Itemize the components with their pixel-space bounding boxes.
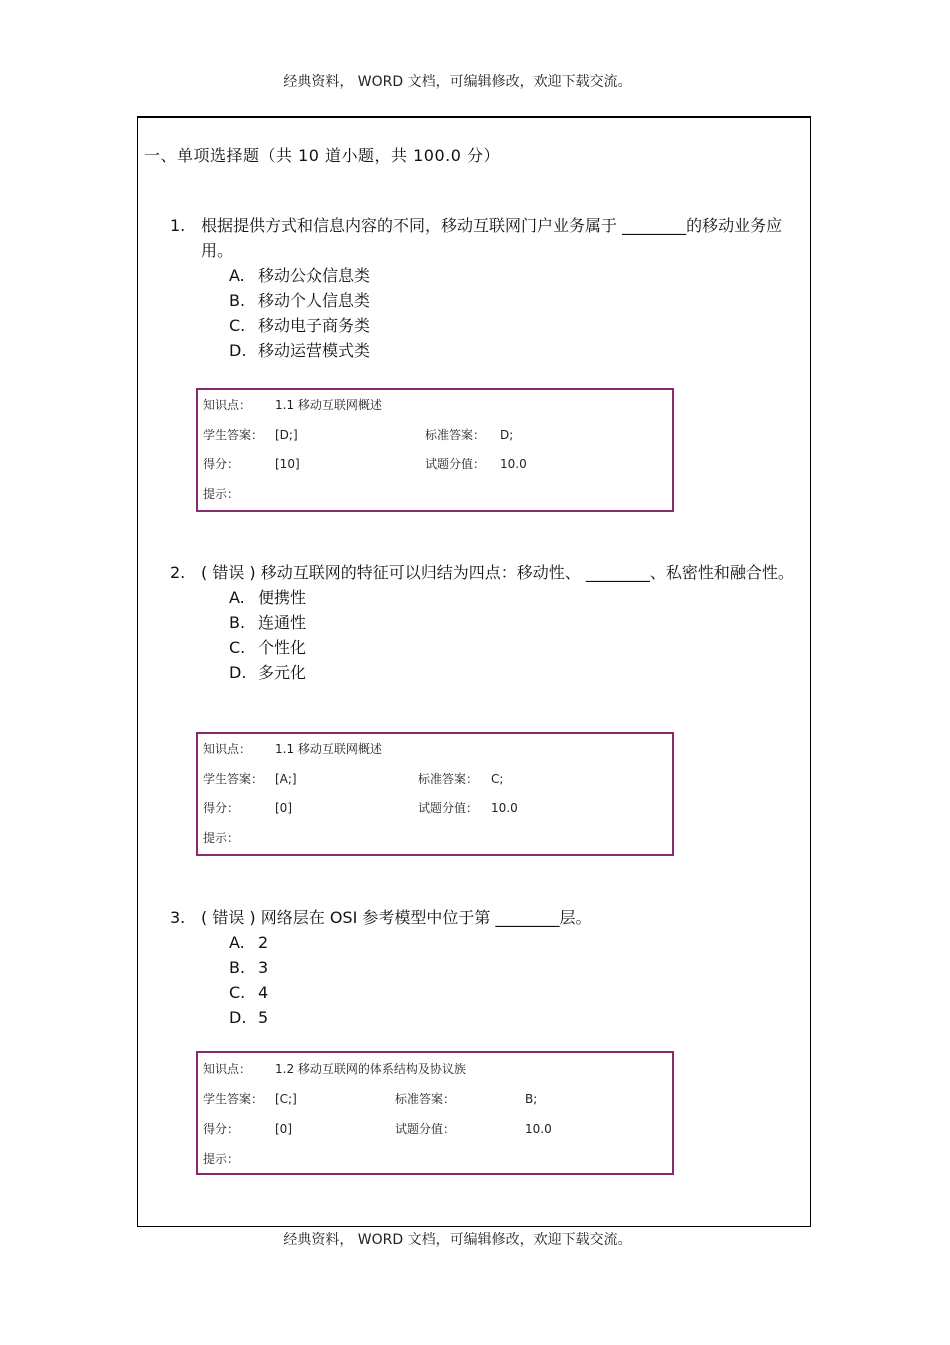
option-c xyxy=(229,313,810,338)
student-answer-label: 学生答案： xyxy=(203,428,264,442)
question-value-value: 10.0 xyxy=(500,457,527,471)
header-note: 经典资料， WORD 文档，可编辑修改，欢迎下载交流。 xyxy=(283,74,632,90)
knowledge-label: 知识点： xyxy=(203,1062,252,1076)
hint-label: 提示： xyxy=(203,487,240,501)
question-number: 1. xyxy=(170,216,186,235)
knowledge-value: 1.1 移动互联网概述 xyxy=(275,398,382,412)
option-text: 5 xyxy=(258,1008,269,1027)
option-text: 移动运营模式类 xyxy=(258,341,371,360)
student-answer-value: [D;] xyxy=(275,428,298,442)
score-value: [0] xyxy=(275,1122,292,1136)
option-letter: C. xyxy=(229,983,246,1002)
option-a xyxy=(229,263,810,288)
footer-note: 经典资料， WORD 文档，可编辑修改，欢迎下载交流。 xyxy=(283,1232,632,1248)
section-title: 一、单项选择题（共 10 道小题，共 100.0 分） xyxy=(144,146,501,165)
option-list xyxy=(229,585,810,685)
option-b xyxy=(229,610,810,635)
option-text: 4 xyxy=(258,983,269,1002)
option-d xyxy=(229,1005,810,1030)
score-value: [0] xyxy=(275,801,292,815)
option-letter: B. xyxy=(229,958,246,977)
option-b xyxy=(229,955,810,980)
option-b xyxy=(229,288,810,313)
knowledge-label: 知识点： xyxy=(203,742,252,756)
option-a xyxy=(229,585,810,610)
option-letter: A. xyxy=(229,588,245,607)
question-3 xyxy=(170,905,810,1030)
option-text: 连通性 xyxy=(258,613,307,632)
option-text: 多元化 xyxy=(258,663,307,682)
option-letter: D. xyxy=(229,663,247,682)
question-text: ( 错误 ) 网络层在 OSI 参考模型中位于第 ________层。 xyxy=(201,908,592,927)
option-letter: A. xyxy=(229,933,245,952)
question-value-label: 试题分值： xyxy=(425,457,486,471)
option-d xyxy=(229,338,810,363)
question-1 xyxy=(170,213,810,363)
knowledge-value: 1.1 移动互联网概述 xyxy=(275,742,382,756)
question-text: ( 错误 ) 移动互联网的特征可以归结为四点：移动性、 ________、私密性和融合性。 xyxy=(201,563,794,582)
standard-answer-value: D; xyxy=(500,428,514,442)
question-value-value: 10.0 xyxy=(491,801,518,815)
score-label: 得分： xyxy=(203,801,240,815)
standard-answer-label: 标准答案： xyxy=(395,1092,456,1106)
option-text: 便携性 xyxy=(258,588,307,607)
option-text: 移动公众信息类 xyxy=(258,266,371,285)
answer-info-box-2 xyxy=(196,732,674,856)
answer-info-box-3 xyxy=(196,1051,674,1175)
standard-answer-value: C; xyxy=(491,772,504,786)
option-text: 移动电子商务类 xyxy=(258,316,371,335)
option-letter: C. xyxy=(229,316,246,335)
question-2 xyxy=(170,560,810,685)
question-value-label: 试题分值： xyxy=(395,1122,456,1136)
option-text: 3 xyxy=(258,958,269,977)
hint-label: 提示： xyxy=(203,831,240,845)
score-label: 得分： xyxy=(203,457,240,471)
knowledge-label: 知识点： xyxy=(203,398,252,412)
option-letter: D. xyxy=(229,1008,247,1027)
option-d xyxy=(229,660,810,685)
answer-info-box-1 xyxy=(196,388,674,512)
option-c xyxy=(229,635,810,660)
question-text: 根据提供方式和信息内容的不同，移动互联网门户业务属于 ________的移动业务应用。 xyxy=(201,216,783,260)
option-text: 2 xyxy=(258,933,269,952)
option-letter: B. xyxy=(229,613,246,632)
knowledge-value: 1.2 移动互联网的体系结构及协议族 xyxy=(275,1062,466,1076)
hint-label: 提示： xyxy=(203,1152,240,1166)
student-answer-label: 学生答案： xyxy=(203,1092,264,1106)
option-c xyxy=(229,980,810,1005)
option-text: 个性化 xyxy=(258,638,307,657)
standard-answer-label: 标准答案： xyxy=(418,772,479,786)
question-value-value: 10.0 xyxy=(525,1122,552,1136)
standard-answer-value: B; xyxy=(525,1092,538,1106)
question-value-label: 试题分值： xyxy=(418,801,479,815)
option-a xyxy=(229,930,810,955)
option-letter: D. xyxy=(229,341,247,360)
student-answer-value: [A;] xyxy=(275,772,297,786)
option-list xyxy=(229,930,810,1030)
score-label: 得分： xyxy=(203,1122,240,1136)
student-answer-label: 学生答案： xyxy=(203,772,264,786)
question-number: 3. xyxy=(170,908,186,927)
standard-answer-label: 标准答案： xyxy=(425,428,486,442)
option-text: 移动个人信息类 xyxy=(258,291,371,310)
student-answer-value: [C;] xyxy=(275,1092,297,1106)
option-letter: A. xyxy=(229,266,245,285)
option-letter: B. xyxy=(229,291,246,310)
option-list xyxy=(229,263,810,363)
option-letter: C. xyxy=(229,638,246,657)
question-number: 2. xyxy=(170,563,186,582)
score-value: [10] xyxy=(275,457,300,471)
